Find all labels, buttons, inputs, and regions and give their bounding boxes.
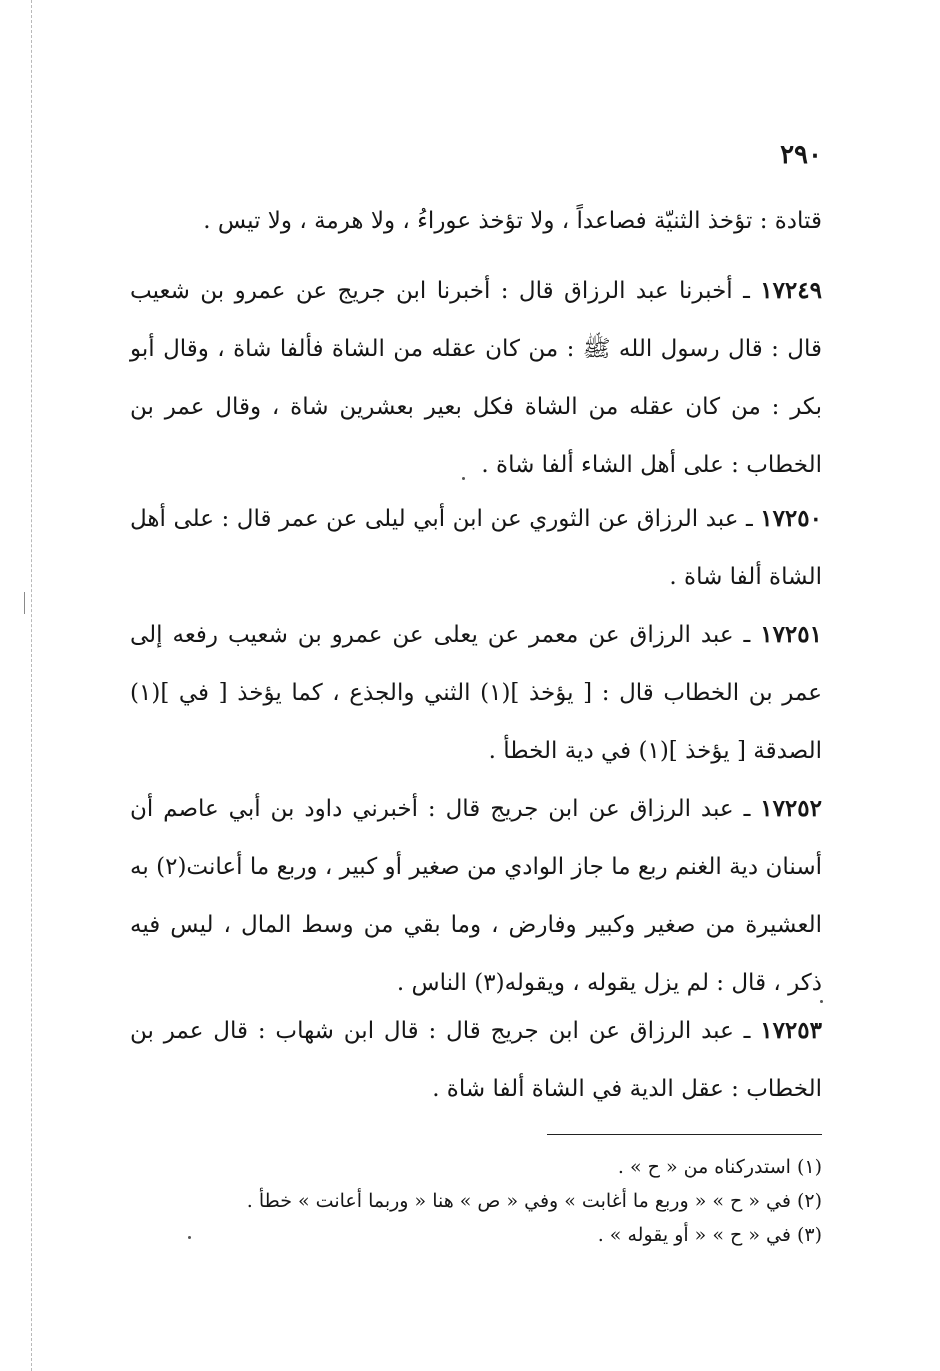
hadith-number: ١٧٢٥١: [760, 621, 822, 648]
scan-edge-line: [31, 0, 32, 1371]
hadith-text: ـ عبد الرزاق عن معمر عن يعلى عن عمرو بن شعيب رفعه إلى عمر بن الخطاب قال : [ يؤخذ ](١) الثني والجذع ، كما يؤخذ [ في ](١) الصدقة [ يؤخذ ](١) في دية الخطأ .: [130, 622, 822, 764]
hadith-number: ١٧٢٥٢: [760, 795, 822, 822]
footnote-2: (٢) في « ح » « وربع ما أغابت » وفي « ص » هنا « وربما أعانت » خطأ .: [246, 1190, 822, 1212]
page-number: ٢٩٠: [780, 140, 822, 170]
hadith-text: ـ أخبرنا عبد الرزاق قال : أخبرنا ابن جريج عن عمرو بن شعيب قال : قال رسول الله ﷺ : من كان عقله من الشاة فألفا شاة ، وقال أبو بكر : من كان عقله من الشاة فكل بعير بعشرين شاة ، وقال عمر بن الخطاب : على أهل الشاء ألفا شاة .: [130, 278, 822, 478]
hadith-17251: [130, 606, 822, 780]
scan-mark: [24, 592, 25, 614]
paragraph-continuation: [130, 192, 822, 250]
scan-speck: [820, 1000, 823, 1003]
footnotes: [130, 1150, 822, 1252]
hadith-number: ١٧٢٥٠: [760, 505, 822, 532]
hadith-17250: [130, 490, 822, 606]
hadith-number: ١٧٢٤٩: [760, 277, 822, 304]
footnote-1: (١) استدركناه من « ح » .: [617, 1156, 822, 1178]
scan-speck: [462, 477, 465, 480]
paragraph-text: قتادة : تؤخذ الثنيّة فصاعداً ، ولا تؤخذ عوراءُ ، ولا هرمة ، ولا تيس .: [203, 208, 822, 234]
footnote-divider: [547, 1134, 822, 1135]
hadith-17252: [130, 780, 822, 1012]
hadith-number: ١٧٢٥٣: [760, 1017, 822, 1044]
hadith-17253: [130, 1002, 822, 1118]
scan-speck: [188, 1236, 191, 1239]
hadith-text: ـ عبد الرزاق عن ابن جريج قال : قال ابن شهاب : قال عمر بن الخطاب : عقل الدية في الشاة ألفا شاة .: [130, 1018, 822, 1102]
hadith-text: ـ عبد الرزاق عن الثوري عن ابن أبي ليلى عن عمر قال : على أهل الشاة ألفا شاة .: [130, 506, 822, 590]
hadith-text: ـ عبد الرزاق عن ابن جريج قال : أخبرني داود بن أبي عاصم أن أسنان دية الغنم ربع ما جاز الوادي من صغير أو كبير ، وربع ما أعانت(٢) به العشيرة من صغير وكبير وفارض ، وما بقي من وسط المال ، ليس فيه ذكر ، قال : لم يزل يقوله ، ويقوله(٣) الناس .: [130, 796, 822, 996]
footnote-3: (٣) في « ح » « أو يقوله » .: [597, 1224, 822, 1246]
hadith-17249: [130, 262, 822, 494]
